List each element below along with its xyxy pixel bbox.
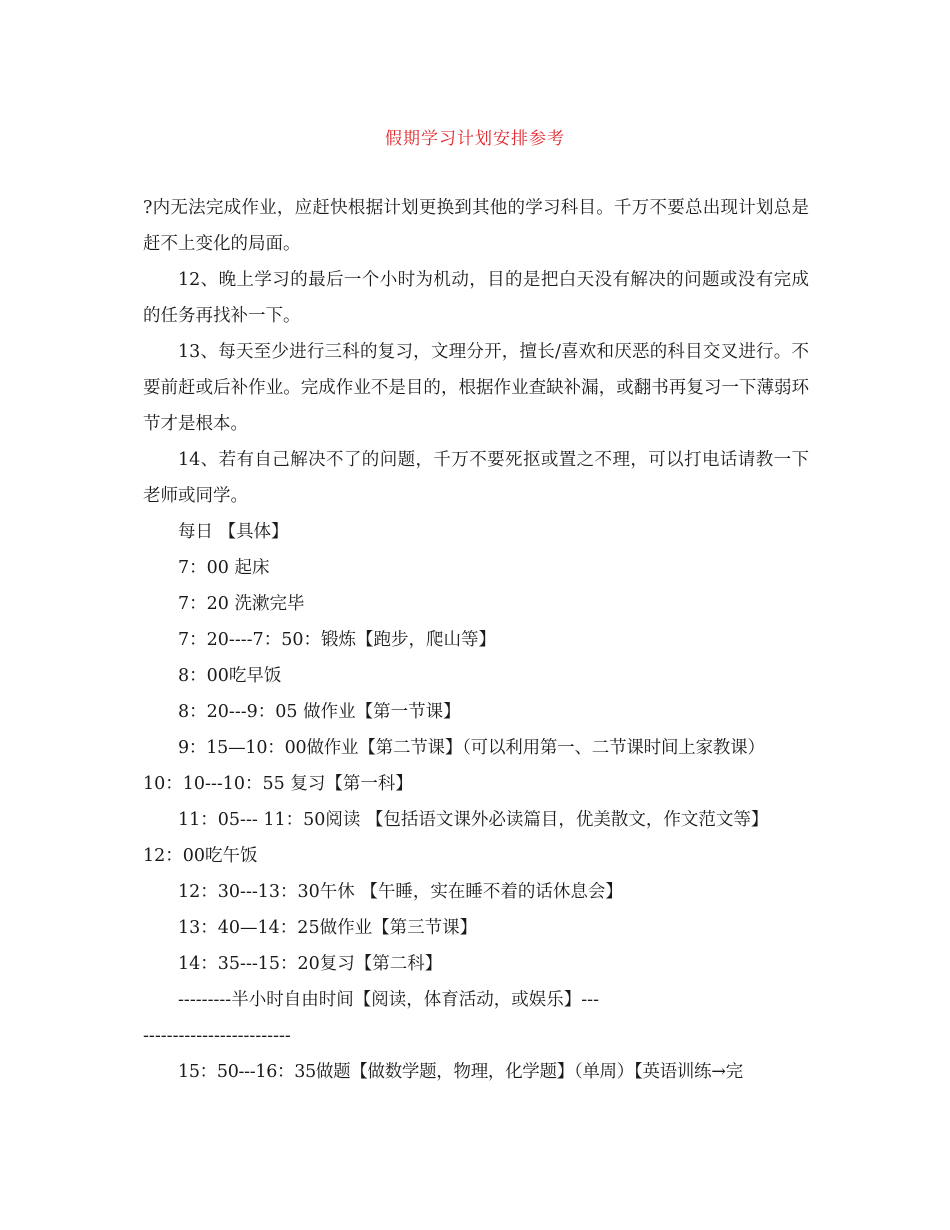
paragraph-continuation: ?内无法完成作业，应赶快根据计划更换到其他的学习科目。千万不要总出现计划总是赶不上变化的局面。 [143, 198, 809, 254]
schedule-line: 15：50---16：35做题【做数学题，物理，化学题】（单周）【英语训练→完 [178, 1062, 743, 1082]
schedule-line: 12：30---13：30午休 【午睡，实在睡不着的话休息会】 [178, 882, 623, 902]
paragraph-item-13: 13、每天至少进行三科的复习，文理分开，擅长/喜欢和厌恶的科目交叉进行。不要前赶或后补作业。完成作业不是目的，根据作业查缺补漏，或翻书再复习一下薄弱环节才是根本。 [143, 342, 809, 434]
schedule-line: 12：00吃午饭 [143, 846, 258, 866]
document-body [143, 190, 809, 1090]
schedule-line: 9：15—10：00做作业【第二节课】（可以利用第一、二节课时间上家教课） [178, 738, 765, 758]
document-title: 假期学习计划安排参考 [385, 129, 565, 149]
schedule-heading: 每日 【具体】 [178, 522, 289, 542]
schedule-line: 7：00 起床 [178, 558, 270, 578]
schedule-line: 13：40—14：25做作业【第三节课】 [178, 918, 478, 938]
schedule-line: 8：00吃早饭 [178, 666, 282, 686]
schedule-line: 8：20---9：05 做作业【第一节课】 [178, 702, 461, 722]
paragraph-item-12: 12、晚上学习的最后一个小时为机动，目的是把白天没有解决的问题或没有完成的任务再找补一下。 [143, 270, 809, 326]
schedule-line-free-time: ---------半小时自由时间【阅读，体育活动，或娱乐】---------------------------- [143, 990, 599, 1046]
schedule-line: 7：20----7：50：锻炼【跑步，爬山等】 [178, 630, 496, 650]
schedule-line: 11：05--- 11：50阅读 【包括语文课外必读篇目，优美散文，作文范文等】 [178, 810, 769, 830]
schedule-line: 10：10---10：55 复习【第一科】 [143, 774, 413, 794]
schedule-line: 14：35---15：20复习【第二科】 [178, 954, 443, 974]
paragraph-item-14: 14、若有自己解决不了的问题，千万不要死抠或置之不理，可以打电话请教一下老师或同学。 [143, 450, 809, 506]
schedule-line: 7：20 洗漱完毕 [178, 594, 305, 614]
